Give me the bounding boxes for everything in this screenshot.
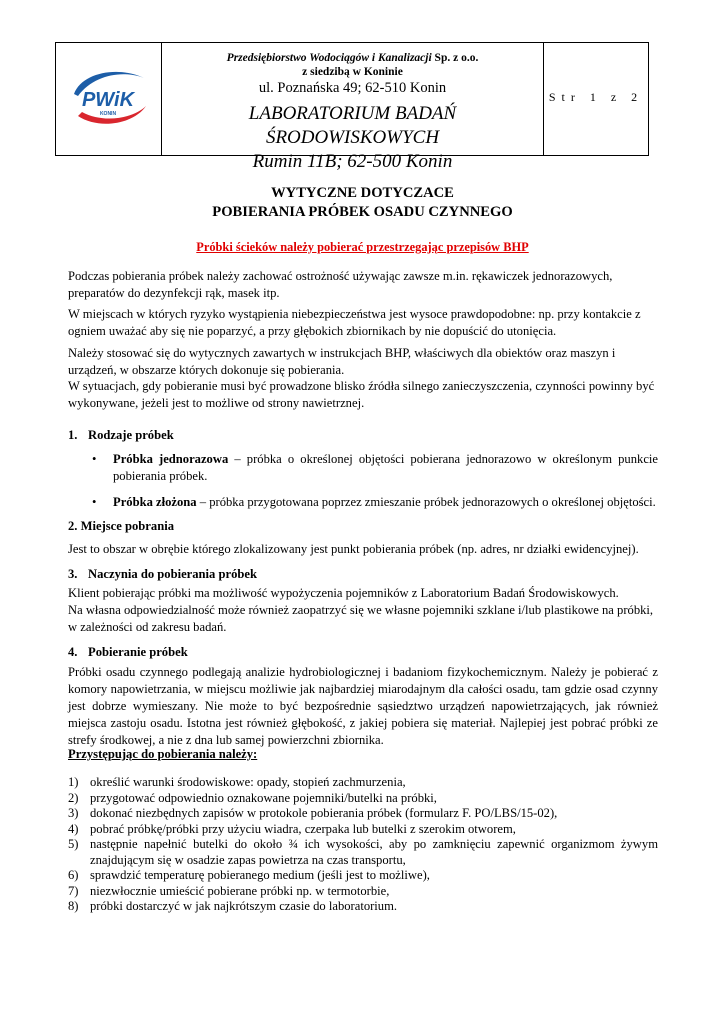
logo-cell <box>56 43 162 155</box>
company-seat: z siedzibą w Koninie <box>302 66 403 78</box>
list-item: 3) dokonać niezbędnych zapisów w protokole pobierania próbek (formularz F. PO/LBS/15-02), <box>68 806 558 820</box>
section-3-heading: 3. Naczynia do pobierania próbek <box>68 567 257 581</box>
company-name: Przedsiębiorstwo Wodociągów i Kanalizacji Sp. z o.o. <box>226 52 479 64</box>
lab-name: LABORATORIUM BADAŃ ŚRODOWISKOWYCH <box>248 103 457 148</box>
section-3-line-2: Na własna odpowiedzialność może również zaopatrzyć się we własne pojemniki szklane i/lub plastikowe na próbki, w zależności od zakresu badań. <box>68 603 654 634</box>
intro-paragraph-2: W miejscach w których ryzyko wystąpienia niebezpieczeństwa jest wysoce prawdopodobne: np. przy kontakcie z ogniem uważać aby się nie poparzyć, a przy głębokich zbiornikach by nie dopuścić do utonięcia. <box>68 307 641 338</box>
list-item: 8) próbki dostarczyć w jak najkrótszym czasie do laboratorium. <box>68 899 398 913</box>
sample-types-list <box>92 451 658 511</box>
logo-subtext: KONIN <box>99 111 116 117</box>
pwik-logo <box>64 64 154 134</box>
section-2-heading: 2. Miejsce pobrania <box>68 519 174 533</box>
bhp-notice: Próbki ścieków należy pobierać przestrzegając przepisów BHP <box>196 240 529 254</box>
logo-text: PWiK <box>81 89 134 111</box>
company-address: ul. Poznańska 49; 62-510 Konin <box>258 80 447 96</box>
steps-heading: Przystępując do pobierania należy: <box>68 747 258 761</box>
list-item: • Próbka złożona – próbka przygotowana poprzez zmieszanie próbek jednorazowych o określonej objętości. <box>92 495 656 509</box>
header-company-cell <box>162 43 544 172</box>
intro-paragraph-4: W sytuacjach, gdy pobieranie musi być prowadzone blisko źródła silnego zanieczyszczenia, czynności powinny być wykonywane, jeżeli jest to możliwe od strony nawietrznej. <box>68 379 655 410</box>
list-item: 2) przygotować odpowiednio oznakowane pojemniki/butelki na próbki, <box>68 790 437 805</box>
header-table <box>55 42 649 172</box>
list-item: 7) niezwłocznie umieścić pobierane próbki np. w termotorbie, <box>68 883 390 898</box>
intro-paragraph-3: Należy stosować się do wytycznych zawartych w instrukcjach BHP, właściwych dla obiektów oraz maszyn i urządzeń, w obszarze których dokonuje się pobierania. <box>68 346 616 377</box>
section-1-heading: 1. Rodzaje próbek <box>68 428 174 442</box>
intro-paragraph-1: Podczas pobierania próbek należy zachować ostrożność używając zawsze m.in. rękawiczek jednorazowych, preparatów do dezynfekcji rąk, masek itp. <box>68 269 613 300</box>
section-3-line-1: Klient pobierając próbki ma możliwość wypożyczenia pojemników z Laboratorium Badań Środowiskowych. <box>68 586 619 600</box>
list-item: 6) sprawdzić temperaturę pobieranego medium (jeśli jest to możliwe), <box>68 868 430 882</box>
list-item: • Próbka jednorazowa – próbka o określonej objętości pobierana jednorazowo w określonym punkcie pobierania próbek. <box>92 452 659 483</box>
steps-list <box>68 775 658 915</box>
list-item: 4) pobrać próbkę/próbki przy użyciu wiadra, czerpaka lub butelki z szerokim otworem, <box>68 821 516 836</box>
list-item: 5) następnie napełnić butelki do około ¾ ich wysokości, aby po zamknięciu zapewnić organizmom żywym znajdującym się w osadzie zapas powietrza na czas transportu, <box>68 837 658 867</box>
page-number: Str 1 z 2 <box>548 90 644 104</box>
list-item: 1) określić warunki środowiskowe: opady, stopień zachmurzenia, <box>68 775 406 789</box>
section-4-heading: 4. Pobieranie próbek <box>68 645 188 659</box>
section-2-text: Jest to obszar w obrębie którego zlokalizowany jest punkt pobierania próbek (np. adres, nr działki ewidencyjnej). <box>68 542 639 556</box>
doc-title-line2: POBIERANIA PRÓBEK OSADU CZYNNEGO <box>212 204 513 220</box>
doc-title-line1: WYTYCZNE DOTYCZACE <box>271 185 454 201</box>
lab-address: Rumin 11B; 62-500 Konin <box>252 151 453 172</box>
section-4-text: Próbki osadu czynnego podlegają analizie hydrobiologicznej i badaniom fizykochemicznym. Należy je pobierać z komory napowietrzania, w miejscu możliwie jak najbardziej miarodajnym dla całości osadu, tam gdzie osad czynny jest dobrze wymieszany. Nie może to być bezpośrednie sąsiedztwo urządzeń napowietrzających, jak również miejsca zastoju osadu. Istotna jest również głębokość, z jakiej pobiera się materiał. Najlepiej jest pobrać próbki ze strefy środkowej, a nie z dna lub samej powierzchni zbiornika. <box>68 665 658 747</box>
